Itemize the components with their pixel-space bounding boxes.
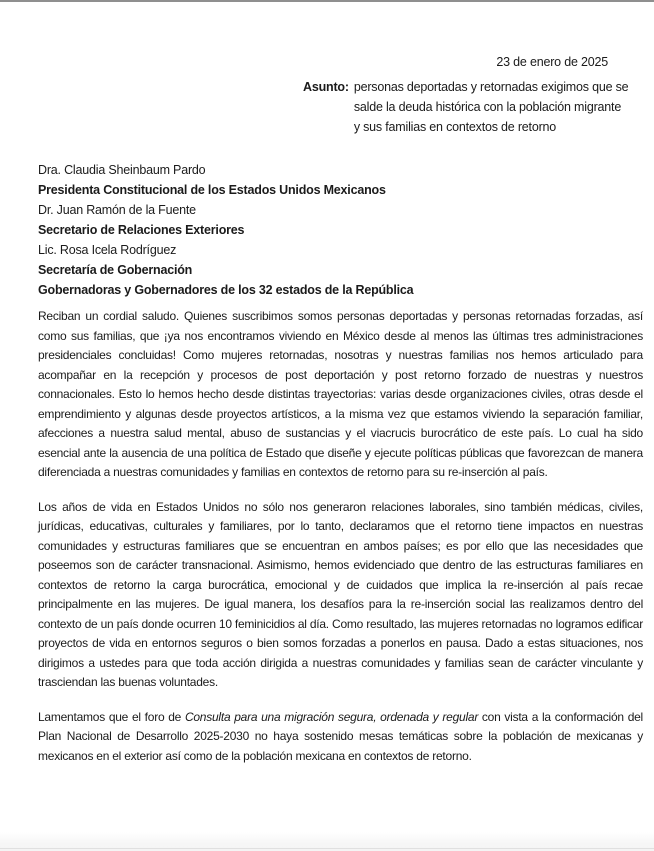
paragraph-1: Reciban un cordial saludo. Quienes suscribimos somos personas deportadas y personas retornadas forzadas, así como sus familias, que ¡ya nos encontramos viviendo en México desde al menos las últimas tres administraciones presidenciales concluidas! Como mujeres retornadas, nosotras y nuestras familias nos hemos articulado para acompañar en la recepción y procesos de post deportación y post retorno forzado de nuestras y nuestros connacionales. Esto lo hemos hecho desde distintas trayectorias: varias desde organizaciones civiles, otras desde el emprendimiento y algunas desde proyectos artísticos, a la misma vez que estamos viviendo la separación familiar, afecciones a nuestra salud mental, abuso de sustancias y el viacrucis burocrático de este país. Lo cual ha sido esencial ante la ausencia de una política de Estado que diseñe y ejecute políticas públicas que favorezcan de manera diferenciada a nuestras comunidades y familias en contextos de retorno para su re-inserción al país. xyxy=(38,309,643,479)
recipient-title-2: Secretario de Relaciones Exteriores xyxy=(38,223,245,237)
paragraph-3-forum-title: Consulta para una migración segura, ordenada y regular xyxy=(184,709,479,724)
recipient-block xyxy=(38,160,413,300)
paragraph-3-prefix: Lamentamos que el foro de xyxy=(38,709,185,724)
recipient-name-3: Lic. Rosa Icela Rodríguez xyxy=(38,243,177,257)
recipient-group: Gobernadoras y Gobernadores de los 32 estados de la República xyxy=(38,283,414,297)
subject-label: Asunto: xyxy=(303,80,349,94)
recipient-name-1: Dra. Claudia Sheinbaum Pardo xyxy=(38,163,206,177)
paragraph-3-suffix: con vista a la conformación del Plan Nacional de Desarrollo 2025-2030 no haya sostenido mesas temáticas sobre la población de mexicanas y mexicanos en el exterior así como de la población mexicana en contextos de retorno. xyxy=(38,709,643,763)
recipient-title-1: Presidenta Constitucional de los Estados Unidos Mexicanos xyxy=(38,183,386,197)
paragraph-2: Los años de vida en Estados Unidos no sólo nos generaron relaciones laborales, sino también médicas, civiles, jurídicas, educativas, culturales y familiares, por lo tanto, declaramos que el retorno tiene impactos en nuestras comunidades y estructuras familiares que se encuentran en ambos países; es por ello que las necesidades que poseemos son de carácter transnacional. Asimismo, hemos evidenciado que dentro de las estructuras familiares en contextos de retorno la carga burocrática, emocional y de cuidados que implica la re-inserción al país recae principalmente en las mujeres. De igual manera, los desafíos para la re-inserción social las realizamos dentro del contexto de un país donde ocurren 10 feminicidios al día. Como resultado, las mujeres retornadas no logramos edificar proyectos de vida en entornos seguros o bien somos forzadas a ponerlos en pausa. Dado a estas situaciones, nos dirigimos a ustedes para que toda acción dirigida a nuestras comunidades y familias sean de carácter vinculante y trasciendan las buenas voluntades. xyxy=(38,499,643,689)
window-top-edge xyxy=(0,0,654,2)
recipient-name-2: Dr. Juan Ramón de la Fuente xyxy=(38,203,196,217)
subject-line-1: personas deportadas y retornadas exigimos que se xyxy=(353,80,629,94)
subject-block xyxy=(303,77,628,137)
subject-line-2: salde la deuda histórica con la población migrante xyxy=(353,100,622,114)
subject-text xyxy=(354,77,629,137)
page-bottom-edge xyxy=(0,832,654,851)
date-line: 23 de enero de 2025 xyxy=(496,55,608,69)
subject-line-3: y sus familias en contextos de retorno xyxy=(353,120,557,134)
recipient-title-3: Secretaría de Gobernación xyxy=(38,263,193,277)
letter-body xyxy=(38,307,643,781)
paragraph-3 xyxy=(38,708,643,767)
